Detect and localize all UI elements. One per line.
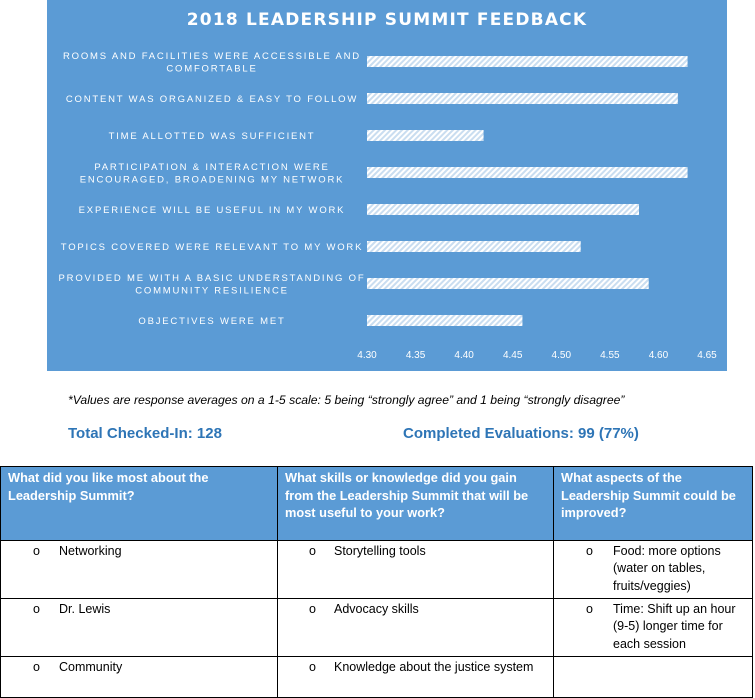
x-tick-label: 4.50 [551, 350, 572, 361]
list-item-text: Time: Shift up an hour (9-5) longer time for each session [613, 601, 736, 651]
category-label-4 [79, 205, 346, 216]
category-label-line: TOPICS COVERED WERE RELEVANT TO MY WORK [60, 242, 364, 253]
completed-evaluations: Completed Evaluations: 99 (77%) [403, 425, 639, 442]
category-label-line: ROOMS AND FACILITIES WERE ACCESSIBLE AND [63, 50, 361, 62]
list-item [558, 601, 748, 654]
list-item [5, 601, 273, 619]
x-tick-label: 4.40 [454, 350, 474, 361]
category-label-line: PROVIDED ME WITH A BASIC UNDERSTANDING OF [58, 272, 366, 284]
x-tick-label: 4.30 [357, 350, 377, 361]
category-label-line: ENCOURAGED, BROADENING MY NETWORK [79, 174, 345, 186]
bullet-icon: o [33, 659, 40, 674]
table-row [1, 656, 753, 697]
header-liked-most: What did you like most about the Leadership Summit? [1, 467, 278, 541]
list-item-text: Networking [59, 543, 122, 558]
category-label-line: OBJECTIVES WERE MET [138, 316, 286, 327]
table-row [1, 598, 753, 656]
header-skills-gained: What skills or knowledge did you gain from the Leadership Summit that will be most useful to your work? [278, 467, 554, 541]
x-tick-label: 4.60 [648, 350, 669, 361]
table-cell [554, 598, 753, 656]
table-cell [1, 656, 278, 697]
footnote: *Values are response averages on a 1-5 scale: 5 being “strongly agree” and 1 being “strongly disagree” [68, 393, 625, 407]
list-item [558, 543, 748, 596]
bullet-icon: o [586, 601, 593, 616]
chart-title: 2018 LEADERSHIP SUMMIT FEEDBACK [186, 10, 588, 30]
bullet-icon: o [586, 543, 593, 558]
table-cell [278, 540, 554, 598]
bar-1 [367, 93, 678, 104]
category-label-line: COMMUNITY RESILIENCE [135, 285, 289, 297]
category-label-5 [61, 242, 363, 253]
bar-5 [367, 241, 581, 252]
table-row [1, 540, 753, 598]
category-label-0 [63, 51, 361, 75]
bullet-icon: o [33, 601, 40, 616]
feedback-table [0, 466, 753, 698]
chart-panel [47, 0, 727, 371]
table-cell [278, 656, 554, 697]
bar-4 [367, 204, 639, 215]
x-tick-label: 4.55 [600, 350, 620, 361]
category-label-2 [109, 131, 316, 142]
header-improvements: What aspects of the Leadership Summit could be improved? [554, 467, 753, 541]
category-label-7 [138, 316, 285, 327]
list-item [282, 601, 549, 619]
bar-2 [367, 130, 484, 141]
x-tick-label: 4.45 [502, 350, 523, 361]
category-label-line: EXPERIENCE WILL BE USEFUL IN MY WORK [78, 205, 346, 216]
bullet-icon: o [309, 601, 316, 616]
x-tick-label: 4.35 [405, 350, 426, 361]
category-label-6 [59, 273, 366, 297]
table-cell [278, 598, 554, 656]
list-item-text: Dr. Lewis [59, 601, 111, 616]
list-item [282, 659, 549, 677]
total-checked-in: Total Checked-In: 128 [68, 425, 222, 442]
table-cell [1, 540, 278, 598]
list-item [5, 543, 273, 561]
table-cell [554, 540, 753, 598]
table-cell [1, 598, 278, 656]
bullet-icon: o [309, 543, 316, 558]
table-cell [554, 656, 753, 697]
category-label-3 [80, 162, 345, 186]
list-item-text: Advocacy skills [334, 601, 419, 616]
table-header-row [1, 467, 753, 541]
category-label-line: COMFORTABLE [166, 63, 258, 75]
bar-3 [367, 167, 688, 178]
list-item-text: Community [59, 659, 123, 674]
category-label-line: TIME ALLOTTED WAS SUFFICIENT [108, 131, 316, 142]
category-label-line: PARTICIPATION & INTERACTION WERE [94, 161, 330, 173]
bar-6 [367, 278, 649, 289]
list-item-text: Food: more options (water on tables, fruits/veggies) [613, 543, 721, 593]
bullet-icon: o [309, 659, 316, 674]
x-tick-label: 4.65 [697, 350, 717, 361]
bar-0 [367, 56, 688, 67]
feedback-bar-chart [47, 0, 727, 371]
bar-7 [367, 315, 522, 326]
list-item [282, 543, 549, 561]
category-label-line: CONTENT WAS ORGANIZED & EASY TO FOLLOW [65, 94, 359, 105]
category-label-1 [66, 94, 358, 105]
list-item [5, 659, 273, 677]
bullet-icon: o [33, 543, 40, 558]
list-item-text: Knowledge about the justice system [334, 659, 534, 674]
list-item-text: Storytelling tools [334, 543, 426, 558]
